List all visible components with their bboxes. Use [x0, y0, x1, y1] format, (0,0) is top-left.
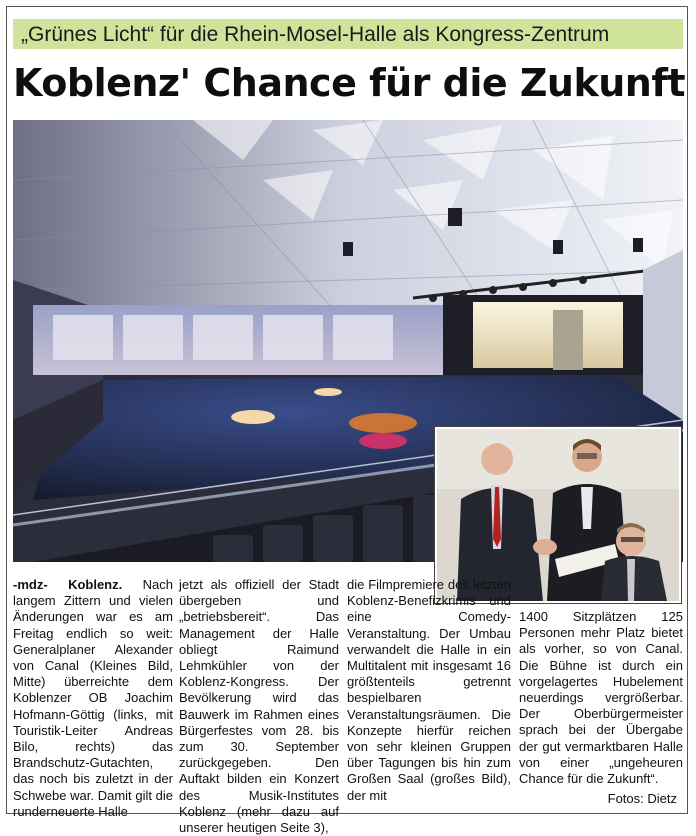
kicker-bar	[13, 19, 683, 49]
photo-credit: Fotos: Dietz	[607, 791, 677, 806]
column-2-text: jetzt als offiziell der Stadt übergeben und „betriebsbereit“. Das Management der Halle obliegt Raimund Lehmkühler von der Koblenz-Kongress. Der Bevölkerung wird das Bauwerk im Rahmen eines Bürgerfestes vom 28. bis zum 30. September zurückgegeben. Den Auftakt bilden ein Konzert des Musik-Institutes Koblenz (mehr dazu auf unserer heutigen Seite 3),	[179, 577, 339, 836]
byline: -mdz- Koblenz.	[13, 577, 123, 592]
column-4-text: 1400 Sitzplätzen 125 Personen mehr Platz bietet als vorher, so von Canal. Die Bühne ist durch ein vorgelagertes Hubelement neuerdings vergrößerbar. Der Oberbürgermeister sprach bei der Übergabe der gut vermarktbaren Halle von einer „ungeheuren Chance für die Zukunft“.	[519, 609, 683, 787]
kicker-text: „Grünes Licht“ für die Rhein-Mosel-Halle als Kongress-Zentrum	[21, 23, 610, 46]
column-3-text: die Filmpremiere des letzten Koblenz-Benefizkrimis und eine Comedy-Veranstaltung. Der Umbau verwandelt die Halle in ein Multitalent mit insgesamt 16 größtenteils getrennt bespielbaren Veranstaltungsräumen. Die Konzepte hierfür reichen von sehr kleinen Gruppen über Tagungen bis hin zum Großen Saal (großes Bild), der mit	[347, 577, 511, 803]
newspaper-clipping	[6, 6, 688, 836]
column-1-text: Nach langem Zittern und vielen Änderungen war es am Freitag endlich so weit: Generalplaner Alexander von Canal (Kleines Bild, Mitte) überreichte dem Koblenzer OB Joachim Hofmann-Göttig (links, mit Touristik-Leiter Andreas Bilo, rechts) das Brandschutz-Gutachten, das noch bis zuletzt in der Schwebe war. Damit gilt die runderneuerte Halle	[13, 577, 173, 819]
article-column-3	[347, 577, 511, 804]
article-column-1	[13, 577, 173, 820]
article-column-4	[519, 609, 683, 787]
article-column-2	[179, 577, 339, 836]
headline: Koblenz' Chance für die Zukunft	[13, 61, 686, 105]
